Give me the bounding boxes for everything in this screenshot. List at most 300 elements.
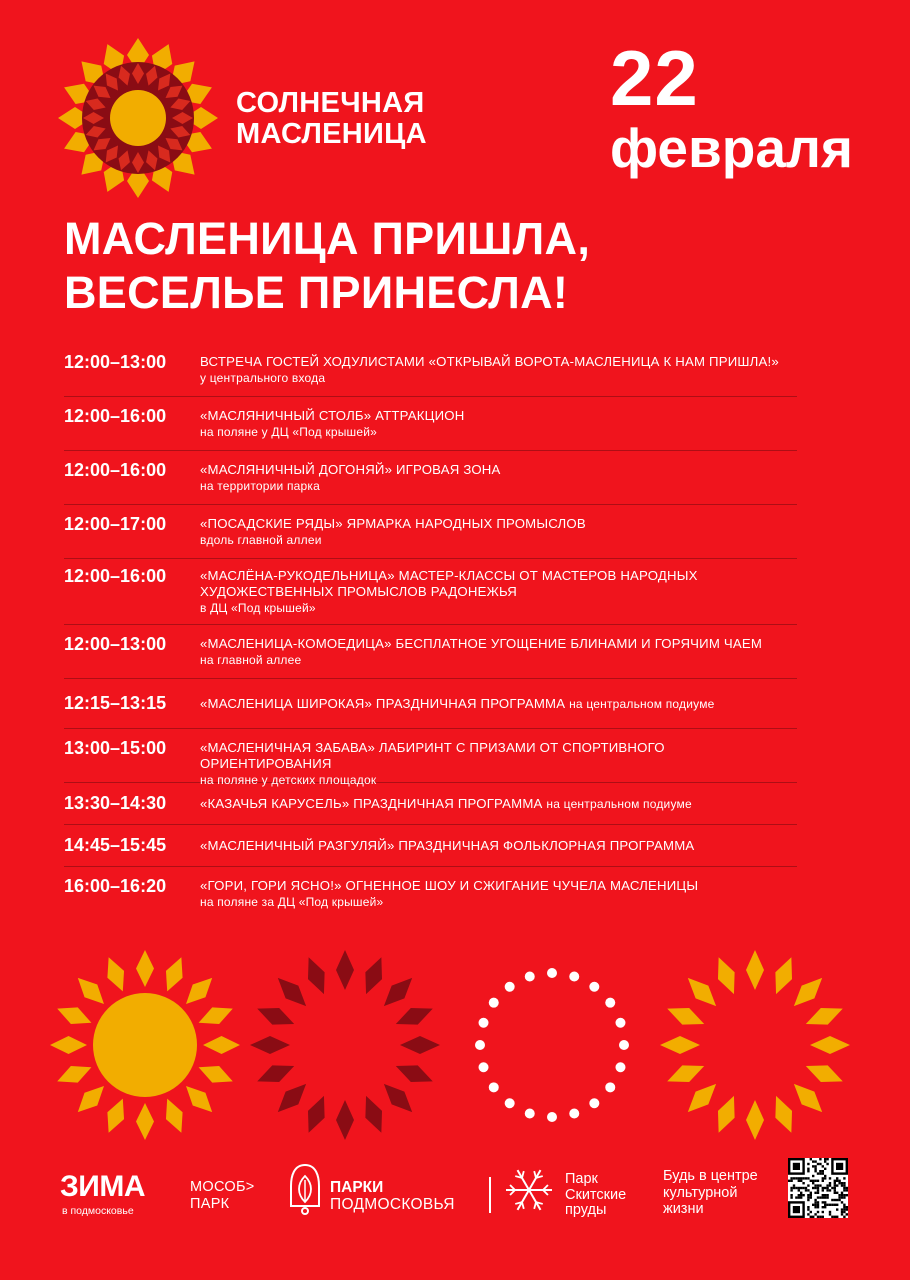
qr-module (843, 1208, 845, 1210)
dot (589, 982, 599, 992)
qr-module (826, 1194, 828, 1196)
qr-module (817, 1211, 819, 1213)
qr-module (843, 1216, 845, 1218)
qr-module (836, 1184, 838, 1186)
schedule-row (64, 451, 797, 505)
sun-ray (775, 1096, 792, 1133)
qr-module (810, 1194, 812, 1196)
schedule-title: «МАСЛЯНИЧНЫЙ СТОЛБ» АТТРАКЦИОН (200, 408, 465, 423)
schedule-description (200, 354, 797, 386)
snowflake-branch (522, 1171, 524, 1178)
schedule-title: «МАСЛЁНА-РУКОДЕЛЬНИЦА» МАСТЕР-КЛАССЫ ОТ МАСТЕРОВ НАРОДНЫХ ХУДОЖЕСТВЕННЫХ ПРОМЫСЛОВ РАДОНЕЖЬЯ (200, 568, 698, 599)
qr-module (817, 1196, 819, 1198)
dark-red-sun-icon (250, 950, 440, 1140)
qr-module (822, 1177, 824, 1179)
schedule-time: 12:00–13:00 (64, 352, 167, 372)
sun-ray (746, 950, 764, 990)
qr-module (836, 1216, 838, 1218)
qr-module (834, 1180, 836, 1182)
qr-module (836, 1204, 838, 1206)
qr-module (843, 1211, 845, 1213)
sun-ray (250, 1036, 290, 1054)
headline-line-1: МАСЛЕНИЦА ПРИШЛА, (64, 213, 591, 264)
dot (479, 1018, 489, 1028)
qr-module (817, 1216, 819, 1218)
qr-module (824, 1177, 826, 1179)
sun-ray (396, 1008, 433, 1025)
qr-module (846, 1194, 848, 1196)
qr-module (814, 1187, 816, 1189)
qr-module (838, 1194, 840, 1196)
dot (489, 998, 499, 1008)
qr-module (822, 1180, 824, 1182)
qr-module (807, 1213, 809, 1215)
qr-module (812, 1165, 814, 1167)
qr-module (802, 1194, 804, 1196)
qr-module (819, 1158, 821, 1160)
schedule-description (200, 516, 797, 548)
qr-module (829, 1177, 831, 1179)
brand-line-2: МАСЛЕНИЦА (236, 118, 427, 150)
qr-module (822, 1189, 824, 1191)
qr-module (819, 1172, 821, 1174)
qr-module (790, 1196, 792, 1198)
skit-line-1: Парк (565, 1171, 598, 1187)
schedule-description (200, 878, 797, 910)
sun-ray (199, 1066, 233, 1083)
qr-module (834, 1184, 836, 1186)
schedule-title: ВСТРЕЧА ГОСТЕЙ ХОДУЛИСТАМИ «ОТКРЫВАЙ ВОРОТА-МАСЛЕНИЦА К НАМ ПРИШЛА!» (200, 354, 779, 369)
qr-module (841, 1192, 843, 1194)
schedule-title: «КАЗАЧЬЯ КАРУСЕЛЬ» ПРАЗДНИЧНАЯ ПРОГРАММА (200, 796, 543, 811)
qr-module (814, 1192, 816, 1194)
qr-finder-center (793, 1163, 800, 1170)
schedule-time: 14:45–15:45 (64, 835, 167, 855)
qr-module (834, 1189, 836, 1191)
schedule-title: «МАСЛЕНИЦА-КОМОЕДИЦА» БЕСПЛАТНОЕ УГОЩЕНИЕ БЛИНАМИ И ГОРЯЧИМ ЧАЕМ (200, 636, 763, 651)
snowflake-branch (534, 1171, 536, 1178)
qr-module (807, 1206, 809, 1208)
qr-module (812, 1216, 814, 1218)
dot (547, 968, 557, 978)
qr-module (838, 1199, 840, 1201)
qr-module (810, 1216, 812, 1218)
qr-module (790, 1180, 792, 1182)
sun-ray (336, 1100, 354, 1140)
qr-module (814, 1213, 816, 1215)
sun-ray (107, 957, 124, 991)
qr-module (843, 1177, 845, 1179)
sun-ray (806, 1008, 843, 1025)
sun-ray (78, 978, 104, 1004)
qr-module (810, 1196, 812, 1198)
leaf-bell-icon (286, 1162, 324, 1216)
dot (615, 1062, 625, 1072)
qr-module (812, 1180, 814, 1182)
mosoblpark-line-1: МОСОБ> (190, 1179, 255, 1195)
qr-module (824, 1206, 826, 1208)
qr-module (836, 1177, 838, 1179)
schedule-row (64, 625, 797, 679)
qr-module (822, 1206, 824, 1208)
qr-finder-center (793, 1206, 800, 1213)
qr-module (841, 1213, 843, 1215)
qr-module (807, 1177, 809, 1179)
skit-line-2: Скитские (565, 1186, 627, 1203)
white-dot-circle-icon (475, 968, 629, 1122)
snowflake-icon (503, 1164, 555, 1216)
sun-ray (775, 957, 792, 994)
event-date-month: февраля (610, 117, 854, 179)
qr-module (822, 1172, 824, 1174)
qr-module (817, 1184, 819, 1186)
schedule-place: на поляне у ДЦ «Под крышей» (200, 425, 378, 439)
qr-module (826, 1184, 828, 1186)
dot (615, 1018, 625, 1028)
schedule-time: 12:00–16:00 (64, 566, 167, 586)
qr-module (807, 1184, 809, 1186)
sun-ray (794, 1084, 822, 1112)
qr-module (831, 1216, 833, 1218)
qr-module (814, 1204, 816, 1206)
qr-module (800, 1194, 802, 1196)
schedule-description (200, 462, 797, 494)
dot (619, 1040, 629, 1050)
qr-module (822, 1165, 824, 1167)
sun-ray (107, 1099, 124, 1133)
parks-line-1: ПАРКИ (330, 1179, 384, 1196)
slogan (663, 1168, 758, 1218)
schedule-description (200, 838, 797, 854)
qr-module (826, 1158, 828, 1160)
qr-module (822, 1201, 824, 1203)
brand-title (236, 88, 427, 150)
qr-module (843, 1206, 845, 1208)
headline (64, 212, 590, 320)
qr-module (836, 1208, 838, 1210)
brand-line-1: СОЛНЕЧНАЯ (236, 87, 425, 119)
qr-module (831, 1204, 833, 1206)
schedule-title: «МАСЛЯНИЧНЫЙ ДОГОНЯЙ» ИГРОВАЯ ЗОНА (200, 462, 501, 477)
qr-module (824, 1175, 826, 1177)
qr-module (814, 1184, 816, 1186)
schedule-time: 13:30–14:30 (64, 793, 167, 813)
footer-divider (489, 1177, 491, 1213)
qr-module (824, 1194, 826, 1196)
qr-module (841, 1211, 843, 1213)
qr-module (795, 1196, 797, 1198)
sun-ray (57, 1007, 91, 1024)
schedule-place: на центральном подиуме (546, 797, 692, 811)
qr-module (843, 1194, 845, 1196)
qr-module (817, 1172, 819, 1174)
qr-module (790, 1187, 792, 1189)
qr-module (814, 1168, 816, 1170)
qr-module (790, 1189, 792, 1191)
sun-ray (384, 978, 412, 1006)
qr-module (843, 1189, 845, 1191)
qr-module (819, 1184, 821, 1186)
qr-module (798, 1189, 800, 1191)
qr-module (822, 1216, 824, 1218)
sun-ray (660, 1036, 700, 1054)
snowflake-branch (522, 1202, 524, 1209)
qr-module (800, 1177, 802, 1179)
qr-module (812, 1204, 814, 1206)
qr-module (843, 1182, 845, 1184)
sun-ray (806, 1065, 843, 1082)
schedule-time: 12:00–17:00 (64, 514, 167, 534)
qr-module (802, 1177, 804, 1179)
qr-module (834, 1182, 836, 1184)
schedule-row (64, 729, 797, 787)
qr-module (798, 1180, 800, 1182)
slogan-line-3: жизни (663, 1201, 704, 1217)
qr-module (829, 1211, 831, 1213)
qr-module (846, 1206, 848, 1208)
sun-ornament-icon (58, 38, 218, 198)
qr-module (790, 1194, 792, 1196)
qr-module (814, 1206, 816, 1208)
qr-module (841, 1184, 843, 1186)
dot (505, 1098, 515, 1108)
sun-ray (166, 957, 183, 991)
qr-module (819, 1170, 821, 1172)
qr-module (817, 1206, 819, 1208)
qr-module (836, 1180, 838, 1182)
schedule-row (64, 867, 797, 921)
qr-module (800, 1192, 802, 1194)
qr-module (807, 1163, 809, 1165)
skit-line-3: пруды (565, 1202, 607, 1218)
dot (569, 1108, 579, 1118)
logo-core (110, 90, 166, 146)
qr-module (814, 1199, 816, 1201)
qr-module (846, 1213, 848, 1215)
qr-module (817, 1204, 819, 1206)
sun-ray (308, 957, 325, 994)
schedule-title: «ПОСАДСКИЕ РЯДЫ» ЯРМАРКА НАРОДНЫХ ПРОМЫСЛОВ (200, 516, 586, 531)
qr-module (798, 1177, 800, 1179)
dot (569, 972, 579, 982)
qr-module (812, 1160, 814, 1162)
sun-ray (203, 1036, 240, 1054)
schedule-title: «МАСЛЕНИЦА ШИРОКАЯ» ПРАЗДНИЧНАЯ ПРОГРАММА (200, 696, 566, 711)
schedule-time: 13:00–15:00 (64, 738, 167, 758)
qr-module (810, 1158, 812, 1160)
schedule-time: 16:00–16:20 (64, 876, 167, 896)
dot (479, 1062, 489, 1072)
qr-module (841, 1194, 843, 1196)
qr-module (824, 1160, 826, 1162)
qr-module (846, 1189, 848, 1191)
qr-module (826, 1204, 828, 1206)
yellow-sun-icon (50, 950, 240, 1140)
dot (605, 998, 615, 1008)
qr-module (826, 1187, 828, 1189)
qr-module (812, 1182, 814, 1184)
sun-ray (400, 1036, 440, 1054)
qr-module (836, 1199, 838, 1201)
slogan-line-1: Будь в центре (663, 1168, 758, 1184)
sun-ray (50, 1036, 87, 1054)
sun-ray (384, 1084, 412, 1112)
qr-module (829, 1184, 831, 1186)
qr-module (814, 1160, 816, 1162)
qr-finder-center (836, 1163, 843, 1170)
qr-module (822, 1211, 824, 1213)
qr-module (824, 1158, 826, 1160)
sun-core (93, 993, 197, 1097)
qr-module (798, 1196, 800, 1198)
schedule-description (200, 696, 797, 712)
qr-module (802, 1187, 804, 1189)
qr-module (814, 1170, 816, 1172)
qr-module (805, 1177, 807, 1179)
sun-ray (396, 1065, 433, 1082)
mosoblpark-line-2: ПАРК (190, 1196, 230, 1212)
qr-module (826, 1196, 828, 1198)
headline-line-2: ВЕСЕЛЬЕ ПРИНЕСЛА! (64, 267, 569, 318)
zima-logo: ЗИМА (60, 1170, 146, 1203)
qr-module (817, 1189, 819, 1191)
qr-module (802, 1182, 804, 1184)
qr-module (814, 1180, 816, 1182)
qr-module (817, 1163, 819, 1165)
schedule-title: «МАСЛЕНИЧНЫЙ РАЗГУЛЯЙ» ПРАЗДНИЧНАЯ ФОЛЬКЛОРНАЯ ПРОГРАММА (200, 838, 695, 853)
sun-ray (746, 1100, 764, 1140)
schedule-time: 12:00–13:00 (64, 634, 167, 654)
zima-logo-subtitle: в подмосковье (62, 1205, 134, 1217)
sun-ray (718, 1096, 735, 1133)
dot (589, 1098, 599, 1108)
qr-module (841, 1201, 843, 1203)
qr-module (838, 1196, 840, 1198)
schedule-row (64, 559, 797, 625)
schedule-row (64, 397, 797, 451)
qr-module (829, 1204, 831, 1206)
parks-line-2: ПОДМОСКОВЬЯ (330, 1196, 455, 1213)
sun-ray (667, 1065, 704, 1082)
qr-module (822, 1170, 824, 1172)
schedule-row (64, 825, 797, 867)
sun-ray (794, 978, 822, 1006)
sun-ray (688, 978, 716, 1006)
qr-module (790, 1177, 792, 1179)
schedule-title: «МАСЛЕНИЧНАЯ ЗАБАВА» ЛАБИРИНТ С ПРИЗАМИ ОТ СПОРТИВНОГО ОРИЕНТИРОВАНИЯ (200, 740, 665, 771)
dot (525, 972, 535, 982)
qr-module (810, 1180, 812, 1182)
qr-module (834, 1199, 836, 1201)
sun-ray (718, 957, 735, 994)
qr-module (846, 1187, 848, 1189)
schedule-list (64, 343, 797, 921)
sun-ray (308, 1096, 325, 1133)
schedule-row (64, 343, 797, 397)
qr-module (817, 1192, 819, 1194)
qr-module (795, 1187, 797, 1189)
qr-module (807, 1194, 809, 1196)
sun-ray (810, 1036, 850, 1054)
qr-module (838, 1180, 840, 1182)
sun-ray (667, 1008, 704, 1025)
dot (489, 1082, 499, 1092)
schedule-description (200, 636, 797, 668)
qr-module (824, 1204, 826, 1206)
qr-module (800, 1196, 802, 1198)
qr-code-icon[interactable] (788, 1158, 848, 1218)
qr-module (836, 1192, 838, 1194)
qr-module (807, 1199, 809, 1201)
schedule-place: на главной аллее (200, 653, 302, 667)
qr-module (814, 1201, 816, 1203)
parks-podmoskovya-logo (330, 1179, 455, 1213)
schedule-description (200, 568, 797, 616)
sun-ray (78, 1086, 104, 1112)
qr-module (824, 1201, 826, 1203)
qr-module (798, 1187, 800, 1189)
qr-module (824, 1196, 826, 1198)
qr-module (805, 1187, 807, 1189)
dot (605, 1082, 615, 1092)
qr-module (805, 1189, 807, 1191)
schedule-place: на территории парка (200, 479, 321, 493)
qr-module (829, 1189, 831, 1191)
schedule-row (64, 505, 797, 559)
qr-module (841, 1196, 843, 1198)
qr-module (831, 1199, 833, 1201)
qr-module (807, 1189, 809, 1191)
qr-module (810, 1192, 812, 1194)
sun-ray (166, 1099, 183, 1133)
schedule-description (200, 796, 797, 812)
qr-module (800, 1187, 802, 1189)
qr-module (829, 1213, 831, 1215)
sun-ray (278, 978, 306, 1006)
qr-module (817, 1180, 819, 1182)
schedule-place: вдоль главной аллеи (200, 533, 322, 547)
schedule-place: в ДЦ «Под крышей» (200, 601, 316, 615)
qr-module (822, 1196, 824, 1198)
qr-module (838, 1182, 840, 1184)
schedule-place: на поляне за ДЦ «Под крышей» (200, 895, 384, 909)
qr-module (812, 1175, 814, 1177)
qr-module (798, 1194, 800, 1196)
qr-module (795, 1177, 797, 1179)
qr-module (826, 1163, 828, 1165)
qr-module (834, 1187, 836, 1189)
qr-module (819, 1216, 821, 1218)
qr-module (793, 1184, 795, 1186)
qr-module (846, 1208, 848, 1210)
sun-ray (365, 1096, 382, 1133)
yellow-outline-sun-icon (660, 950, 850, 1140)
qr-module (843, 1196, 845, 1198)
qr-module (843, 1184, 845, 1186)
schedule-time: 12:15–13:15 (64, 693, 167, 713)
qr-module (788, 1180, 790, 1182)
schedule-place: на поляне у детских площадок (200, 773, 377, 787)
sun-ray (186, 1086, 212, 1112)
qr-module (817, 1187, 819, 1189)
dot (475, 1040, 485, 1050)
qr-module (822, 1187, 824, 1189)
schedule-place: на центральном подиуме (569, 697, 715, 711)
qr-module (822, 1194, 824, 1196)
sun-ray (136, 950, 154, 987)
qr-module (793, 1187, 795, 1189)
schedule-title: «ГОРИ, ГОРИ ЯСНО!» ОГНЕННОЕ ШОУ И СЖИГАНИЕ ЧУЧЕЛА МАСЛЕНИЦЫ (200, 878, 699, 893)
